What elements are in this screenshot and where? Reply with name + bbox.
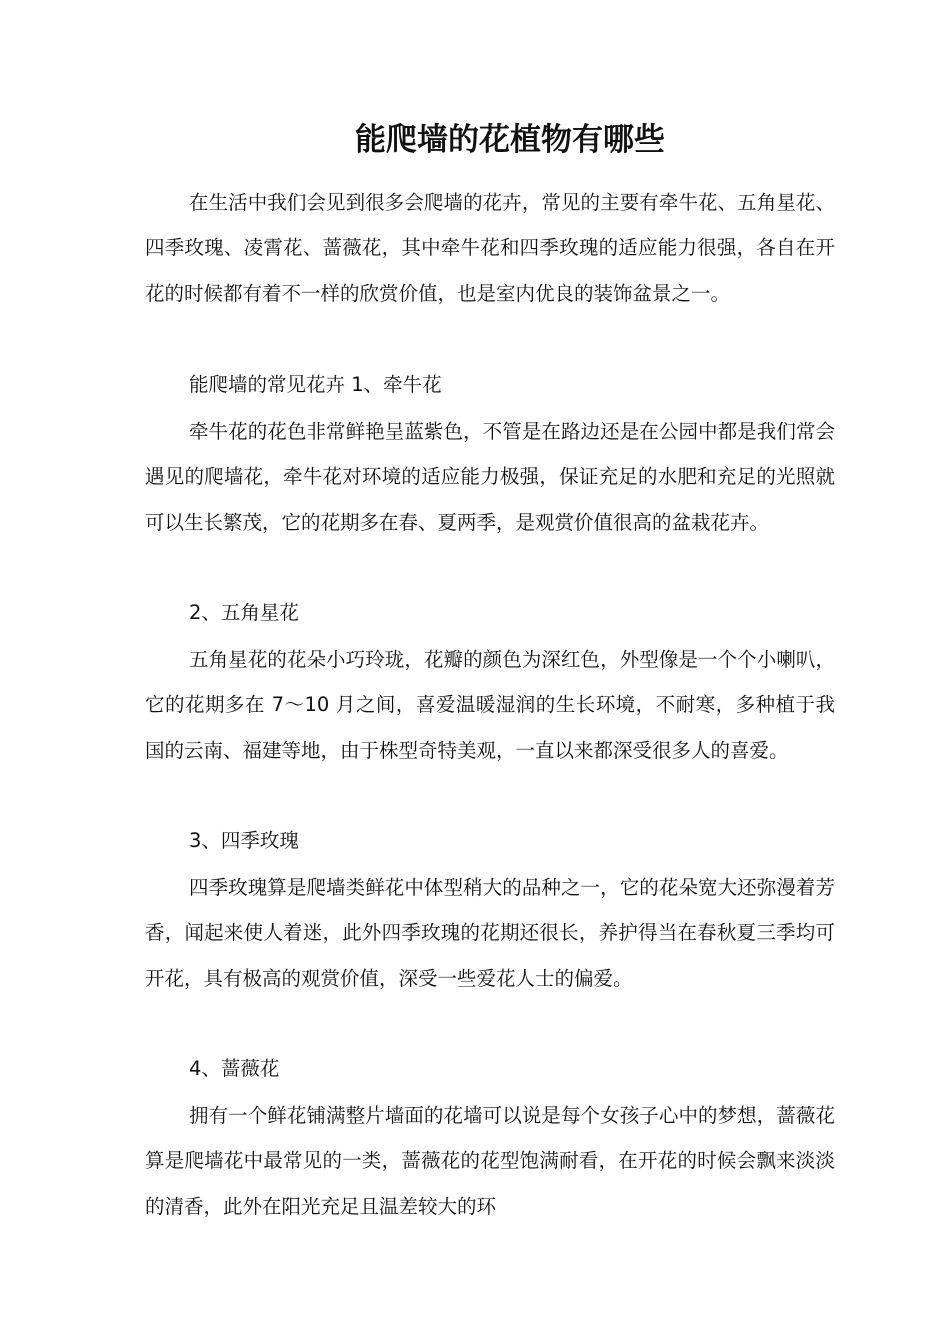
document-title: 能爬墙的花植物有哪些 xyxy=(355,122,665,158)
section-heading-rosa-multiflora: 4、蔷薇花 xyxy=(189,1057,280,1080)
paragraph-rosa-multiflora: 拥有一个鲜花铺满整片墙面的花墙可以说是每个女孩子心中的梦想，蔷薇花算是爬墙花中最常见的一类，蔷薇花的花型饱满耐看，在开花的时候会飘来淡淡的清香，此外在阳光充足且温差较大的环 xyxy=(145,1104,835,1218)
paragraph-four-season-rose: 四季玫瑰算是爬墙类鲜花中体型稍大的品种之一，它的花朵宽大还弥漫着芳香，闻起来使人着迷，此外四季玫瑰的花期还很长，养护得当在春秋夏三季均可开花，具有极高的观赏价值，深受一些爱花人士的偏爱。 xyxy=(145,876,835,990)
intro-paragraph: 在生活中我们会见到很多会爬墙的花卉，常见的主要有牵牛花、五角星花、四季玫瑰、凌霄花、蔷薇花，其中牵牛花和四季玫瑰的适应能力很强，各自在开花的时候都有着不一样的欣赏价值，也是室内优良的装饰盆景之一。 xyxy=(145,191,835,305)
section-heading-star-flower: 2、五角星花 xyxy=(189,601,299,624)
paragraph-star-flower: 五角星花的花朵小巧玲珑，花瓣的颜色为深红色，外型像是一个个小喇叭，它的花期多在 7～10 月之间，喜爱温暖湿润的生长环境，不耐寒，多种植于我国的云南、福建等地，由于株型奇特美观，一直以来都深受很多人的喜爱。 xyxy=(145,648,835,762)
section-heading-four-season-rose: 3、四季玫瑰 xyxy=(189,829,299,852)
paragraph-morning-glory: 牵牛花的花色非常鲜艳呈蓝紫色，不管是在路边还是在公园中都是我们常会遇见的爬墙花，牵牛花对环境的适应能力极强，保证充足的水肥和充足的光照就可以生长繁茂，它的花期多在春、夏两季，是观赏价值很高的盆栽花卉。 xyxy=(145,420,835,534)
section-heading-morning-glory: 能爬墙的常见花卉 1、牵牛花 xyxy=(189,373,442,396)
